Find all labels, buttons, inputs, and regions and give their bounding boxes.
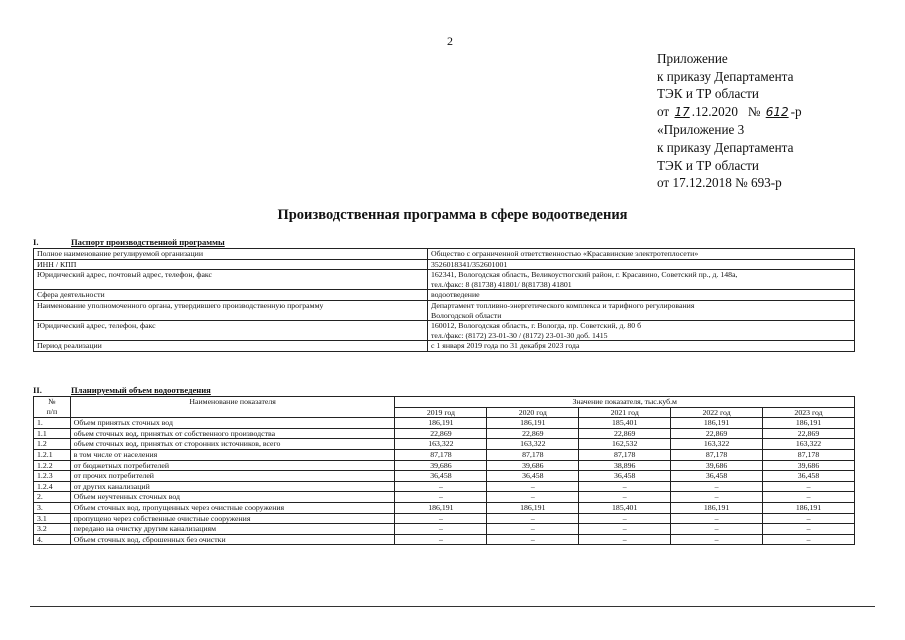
row-value: – <box>671 513 763 524</box>
passport-label: Наименование уполномоченного органа, утвердившего производственную программу <box>34 300 428 320</box>
passport-row <box>34 270 855 290</box>
row-value: – <box>763 513 855 524</box>
row-value: – <box>487 481 579 492</box>
passport-value-line: 162341, Вологодская область, Великоустюгский район, г. Красавино, Советский пр., д. 148а, <box>431 270 738 280</box>
row-value: 87,178 <box>487 449 579 460</box>
row-number: 3.2 <box>34 524 71 535</box>
row-value: 185,401 <box>579 502 671 513</box>
section-1-number: I. <box>33 237 39 247</box>
row-value: 163,322 <box>395 439 487 450</box>
row-value: 22,869 <box>763 428 855 439</box>
row-name: Объем принятых сточных вод <box>70 418 395 429</box>
row-value: 186,191 <box>487 502 579 513</box>
passport-label: Полное наименование регулируемой организации <box>34 249 428 260</box>
row-value: 39,686 <box>763 460 855 471</box>
row-name: объем сточных вод, принятых от сторонних источников, всего <box>70 439 395 450</box>
header-values: Значение показателя, тыс.куб.м <box>395 397 855 408</box>
section-2-number: II. <box>33 385 42 395</box>
row-value: 186,191 <box>671 502 763 513</box>
passport-value-line: водоотведение <box>431 290 480 300</box>
header-year: 2021 год <box>579 407 671 418</box>
row-number: 3. <box>34 502 71 513</box>
row-number: 1.2.4 <box>34 481 71 492</box>
row-value: 22,869 <box>487 428 579 439</box>
passport-value <box>428 259 855 270</box>
row-value: – <box>487 524 579 535</box>
row-name: от прочих потребителей <box>70 471 395 482</box>
appendix-line: от 17.12.2018 № 693-р <box>657 175 782 191</box>
row-value: 163,322 <box>487 439 579 450</box>
table-row <box>34 460 855 471</box>
passport-value <box>428 249 855 260</box>
row-value: 186,191 <box>763 418 855 429</box>
passport-value <box>428 341 855 352</box>
row-value: – <box>671 492 763 503</box>
row-number: 2. <box>34 492 71 503</box>
table-row <box>34 524 855 535</box>
passport-row <box>34 259 855 270</box>
table-row <box>34 534 855 545</box>
passport-label: Юридический адрес, телефон, факс <box>34 321 428 341</box>
passport-value-line: тел./факс: (8172) 23-01-30 / (8172) 23-01-30 доб. 1415 <box>431 330 608 340</box>
passport-value <box>428 290 855 301</box>
passport-table <box>33 248 855 352</box>
appendix-line: к приказу Департамента <box>657 68 794 84</box>
passport-value <box>428 270 855 290</box>
row-value: – <box>395 481 487 492</box>
appendix-line: «Приложение 3 <box>657 122 745 138</box>
section-1-title: Паспорт производственной программы <box>71 237 225 247</box>
row-value: 36,458 <box>579 471 671 482</box>
row-value: 36,458 <box>487 471 579 482</box>
row-value: 162,532 <box>579 439 671 450</box>
header-year: 2023 год <box>763 407 855 418</box>
passport-row <box>34 300 855 320</box>
row-number: 1.2.3 <box>34 471 71 482</box>
table-row <box>34 428 855 439</box>
row-value: – <box>487 492 579 503</box>
row-value: 186,191 <box>487 418 579 429</box>
section-2-title: Планируемый объем водоотведения <box>71 385 211 395</box>
row-value: 38,896 <box>579 460 671 471</box>
row-value: 87,178 <box>763 449 855 460</box>
row-name: от бюджетных потребителей <box>70 460 395 471</box>
row-value: – <box>579 524 671 535</box>
passport-value-line: с 1 января 2019 года по 31 декабря 2023 года <box>431 341 580 351</box>
row-name: Объем сточных вод, сброшенных без очистки <box>70 534 395 545</box>
row-name: объем сточных вод, принятых от собственного производства <box>70 428 395 439</box>
passport-row <box>34 321 855 341</box>
row-number: 1.2.1 <box>34 449 71 460</box>
row-number: 3.1 <box>34 513 71 524</box>
section-1-heading <box>33 237 225 247</box>
row-value: 87,178 <box>579 449 671 460</box>
row-value: – <box>763 534 855 545</box>
row-value: 185,401 <box>579 418 671 429</box>
passport-row <box>34 290 855 301</box>
row-value: – <box>763 481 855 492</box>
row-name: передано на очистку другим канализациям <box>70 524 395 535</box>
passport-value-line: Общество с ограниченной ответственностью «Красавинские электротеплосети» <box>431 249 699 258</box>
passport-value <box>428 300 855 320</box>
passport-value-line: Вологодской области <box>431 310 502 320</box>
row-value: – <box>487 513 579 524</box>
order-suffix: -р <box>790 103 802 119</box>
row-value: 39,686 <box>671 460 763 471</box>
appendix-line: к приказу Департамента <box>657 139 794 155</box>
row-value: 87,178 <box>395 449 487 460</box>
footer-divider <box>30 606 875 607</box>
row-value: – <box>579 513 671 524</box>
passport-value <box>428 321 855 341</box>
row-value: – <box>671 481 763 492</box>
row-value: – <box>395 513 487 524</box>
order-no-sign: № <box>747 103 761 119</box>
row-value: – <box>579 481 671 492</box>
header-year: 2019 год <box>395 407 487 418</box>
table-row <box>34 439 855 450</box>
table-row <box>34 418 855 429</box>
passport-value-line: тел./факс: 8 (81738) 41801/ 8(81738) 41801 <box>431 279 572 289</box>
row-number: 1.2.2 <box>34 460 71 471</box>
table-row <box>34 492 855 503</box>
order-date: .12.2020 <box>691 103 738 119</box>
appendix-line: ТЭК и ТР области <box>657 86 759 102</box>
document-title: Производственная программа в сфере водоотведения <box>277 207 628 223</box>
order-prefix: от <box>657 103 670 119</box>
section-2-heading <box>33 385 211 395</box>
table-row <box>34 471 855 482</box>
appendix-block <box>657 50 802 192</box>
row-value: 22,869 <box>395 428 487 439</box>
planned-volume-table <box>33 396 855 545</box>
table-row <box>34 481 855 492</box>
row-value: – <box>763 492 855 503</box>
row-value: 163,322 <box>671 439 763 450</box>
row-value: 186,191 <box>395 418 487 429</box>
row-value: 36,458 <box>763 471 855 482</box>
row-value: 22,869 <box>671 428 763 439</box>
header-no: № п/п <box>34 397 71 418</box>
row-number: 4. <box>34 534 71 545</box>
row-value: – <box>671 524 763 535</box>
passport-value-line: Департамент топливно-энергетического комплекса и тарифного регулирования <box>431 300 695 310</box>
row-value: – <box>763 524 855 535</box>
table-row <box>34 449 855 460</box>
row-value: 87,178 <box>671 449 763 460</box>
table-row <box>34 502 855 513</box>
row-number: 1.1 <box>34 428 71 439</box>
header-year: 2022 год <box>671 407 763 418</box>
passport-label: Сфера деятельности <box>34 290 428 301</box>
row-name: Объем неучтенных сточных вод <box>70 492 395 503</box>
row-value: – <box>395 534 487 545</box>
row-name: Объем сточных вод, пропущенных через очистные сооружения <box>70 502 395 513</box>
row-value: 36,458 <box>395 471 487 482</box>
handwritten-number: 612 <box>765 104 789 119</box>
row-value: 36,458 <box>671 471 763 482</box>
row-value: 39,686 <box>395 460 487 471</box>
appendix-line: ТЭК и ТР области <box>657 157 759 173</box>
header-name: Наименование показателя <box>70 397 395 418</box>
row-value: 22,869 <box>579 428 671 439</box>
row-value: 186,191 <box>671 418 763 429</box>
passport-label: ИНН / КПП <box>34 259 428 270</box>
row-number: 1. <box>34 418 71 429</box>
appendix-line: Приложение <box>657 51 728 66</box>
row-value: 39,686 <box>487 460 579 471</box>
appendix-order-line <box>657 103 802 122</box>
table-row <box>34 513 855 524</box>
passport-value-line: 3526018341/352601001 <box>431 259 508 269</box>
passport-label: Юридический адрес, почтовый адрес, телефон, факс <box>34 270 428 290</box>
row-value: – <box>395 524 487 535</box>
row-value: – <box>395 492 487 503</box>
passport-label: Период реализации <box>34 341 428 352</box>
row-name: пропущено через собственные очистные сооружения <box>70 513 395 524</box>
header-year: 2020 год <box>487 407 579 418</box>
row-value: – <box>487 534 579 545</box>
row-value: – <box>579 492 671 503</box>
row-name: в том числе от населения <box>70 449 395 460</box>
passport-value-line: 160012, Вологодская область, г. Вологда, пр. Советский, д. 80 б <box>431 321 642 331</box>
row-value: 186,191 <box>395 502 487 513</box>
row-value: – <box>579 534 671 545</box>
row-value: – <box>671 534 763 545</box>
row-number: 1.2 <box>34 439 71 450</box>
row-value: 163,322 <box>763 439 855 450</box>
passport-row <box>34 249 855 260</box>
row-value: 186,191 <box>763 502 855 513</box>
passport-row <box>34 341 855 352</box>
page-number: 2 <box>447 34 453 48</box>
handwritten-day: 17 <box>674 104 690 119</box>
row-name: от других канализаций <box>70 481 395 492</box>
